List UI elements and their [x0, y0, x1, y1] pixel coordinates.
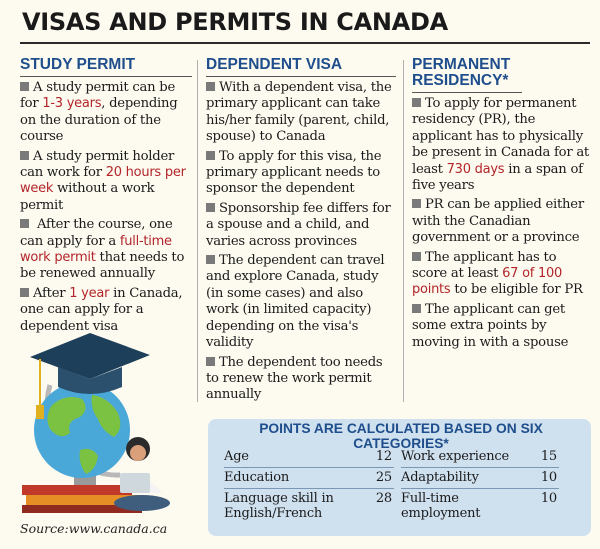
bullet-square-icon — [412, 98, 421, 107]
bullet-text: After the course, one can apply for a — [20, 217, 173, 249]
points-table-right — [401, 447, 559, 524]
source-credit: Source:www.canada.ca — [20, 521, 168, 536]
points-table-left — [224, 447, 394, 524]
bullet-square-icon — [412, 304, 421, 313]
bullet-square-icon — [412, 252, 421, 261]
bullet-item — [412, 197, 590, 246]
bullet-item — [206, 149, 396, 198]
highlight-text: full-time work permit — [20, 233, 172, 266]
column-items — [20, 80, 192, 335]
column-items — [412, 96, 590, 351]
bullet-item — [206, 355, 396, 404]
bullet-text: The applicant can get some extra points by moving in with a spouse — [412, 301, 569, 350]
points-row — [401, 468, 559, 489]
points-heading: POINTS ARE CALCULATED BASED ON SIX CATEGORIES* — [259, 421, 543, 451]
bullet-text: After — [33, 285, 70, 301]
highlight-text: 20 hours per week — [20, 165, 186, 197]
bullet-text: , depending on the duration of the course — [20, 96, 178, 145]
bullet-square-icon — [206, 82, 215, 91]
bullet-text: To apply for permanent residency (PR), the applicant has to physically be present in Canada for at least — [412, 96, 589, 177]
bullet-text: in a span of five years — [412, 161, 583, 194]
category-points: 10 — [540, 470, 557, 485]
points-row — [224, 468, 394, 489]
permanent-residency-column — [412, 57, 590, 351]
title-divider — [20, 42, 590, 44]
bullet-text: that needs to be renewed annually — [20, 250, 185, 282]
category-label: Work experience — [401, 449, 509, 464]
bullet-item — [20, 149, 192, 215]
bullet-square-icon — [206, 255, 215, 264]
bullet-item — [412, 302, 590, 351]
graduate-globe-illustration — [10, 325, 200, 515]
bullet-square-icon — [206, 203, 215, 212]
category-points: 28 — [375, 491, 392, 506]
bullet-item — [206, 80, 396, 146]
bullet-item — [412, 96, 590, 194]
page-title: VISAS AND PERMITS IN CANADA — [22, 8, 448, 36]
bullet-text: To apply for this visa, the primary applicant needs to sponsor the dependent — [206, 148, 382, 197]
column-heading: STUDY PERMIT — [20, 57, 192, 77]
points-row — [401, 447, 559, 468]
bullet-text: The dependent can travel and explore Canada, study (in some cases) and also work (in limited capacity) depending on the visa's validity — [206, 253, 385, 351]
highlight-text: 730 days — [446, 161, 505, 177]
bullet-square-icon — [206, 151, 215, 160]
points-row — [401, 489, 559, 524]
study-permit-column — [20, 57, 192, 335]
category-label: Full-time employment — [401, 491, 481, 521]
bullet-text: without a work permit — [20, 181, 155, 213]
category-points: 25 — [375, 470, 392, 485]
bullet-square-icon — [20, 288, 29, 297]
bullet-square-icon — [20, 219, 29, 228]
points-row — [224, 447, 394, 468]
column-heading: PERMANENT RESIDENCY* — [412, 57, 522, 93]
category-label: Education — [224, 470, 289, 485]
bullet-text: to be eligible for PR — [450, 282, 583, 298]
highlight-text: 1 year — [69, 285, 110, 301]
category-label: Age — [224, 449, 249, 464]
column-items — [206, 80, 396, 404]
highlight-text: 1-3 years — [42, 96, 102, 112]
category-label: Language skill in English/French — [224, 491, 334, 521]
category-points: 12 — [375, 449, 392, 464]
bullet-square-icon — [20, 151, 29, 160]
bullet-text: Sponsorship fee differs for a spouse and a child, and varies across provinces — [206, 200, 391, 249]
bullet-text: The dependent too needs to renew the work permit annually — [206, 354, 383, 403]
bullet-text: The applicant has to score at least — [412, 249, 557, 282]
category-label: Adaptability — [401, 470, 479, 485]
points-row — [224, 489, 394, 524]
bullet-text: A study permit can be for — [20, 80, 176, 112]
column-heading: DEPENDENT VISA — [206, 57, 396, 77]
bullet-text: A study permit holder can work for — [20, 148, 175, 181]
highlight-text: 67 of 100 points — [412, 266, 563, 298]
bullet-square-icon — [412, 199, 421, 208]
category-points: 10 — [540, 491, 557, 506]
bullet-item — [20, 80, 192, 146]
bullet-item — [206, 201, 396, 250]
bullet-text: PR can be applied either with the Canadian government or a province — [412, 197, 584, 246]
bullet-item — [412, 250, 590, 299]
dependent-visa-column — [206, 57, 396, 404]
bullet-item — [206, 253, 396, 351]
column-divider — [403, 60, 404, 402]
bullet-square-icon — [206, 357, 215, 366]
bullet-item — [20, 217, 192, 283]
category-points: 15 — [540, 449, 557, 464]
bullet-square-icon — [20, 82, 29, 91]
bullet-text: in Canada, one can apply for a dependent visa — [20, 285, 183, 334]
bullet-text: With a dependent visa, the primary applicant can take his/her family (parent, child, spouse) to Canada — [206, 80, 392, 145]
